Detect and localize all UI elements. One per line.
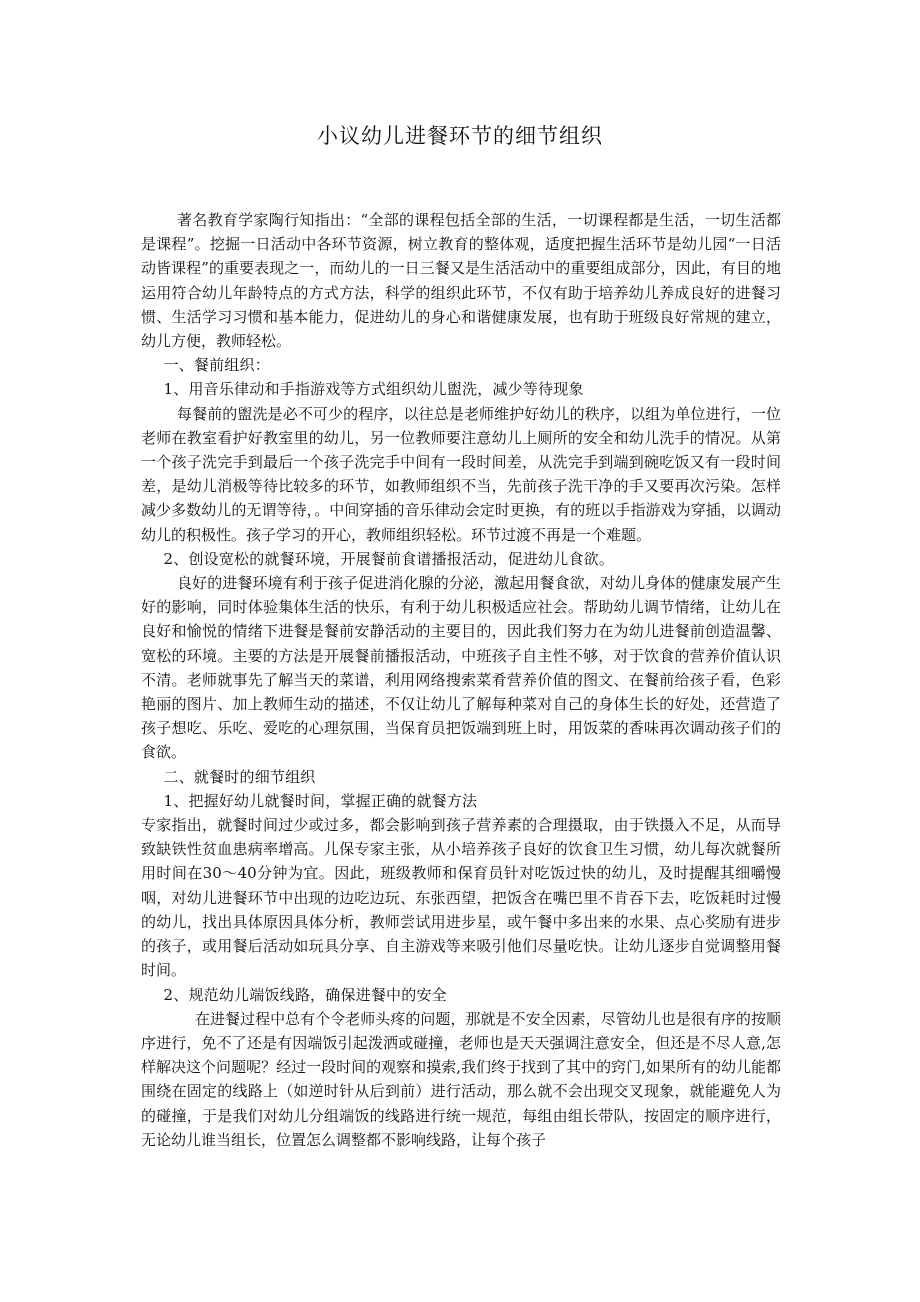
intro-paragraph: 著名教育学家陶行知指出：“全部的课程包括全部的生活，一切课程都是生活，一切生活都是课程”。挖掘一日活动中各环节资源，树立教育的整体观，适度把握生活环节是幼儿园“一日活动皆课程”的重要表现之一，而幼儿的一日三餐又是生活活动中的重要组成部分，因此，有目的地运用符合幼儿年龄特点的方式方法，科学的组织此环节，不仅有助于培养幼儿养成良好的进餐习惯、生活学习习惯和基本能力，促进幼儿的身心和谐健康发展，也有助于班级良好常规的建立，幼儿方便，教师轻松。	[141, 211, 781, 351]
document-body	[141, 208, 781, 1152]
paragraph-washing: 每餐前的盥洗是必不可少的程序，以往总是老师维护好幼儿的秩序，以组为单位进行，一位老师在教室看护好教室里的幼儿，另一位教师要注意幼儿上厕所的安全和幼儿洗手的情况。从第一个孩子洗完手到最后一个孩子洗完手中间有一段时间差，从洗完手到端到碗吃饭又有一段时间差，是幼儿消极等待比较多的环节，如教师组织不当，先前孩子洗干净的手又要再次污染。怎样减少多数幼儿的无谓等待，。中间穿插的音乐律动会定时更换，有的班以手指游戏为穿插，以调动幼儿的积极性。孩子学习的开心，教师组织轻松。环节过渡不再是一个难题。	[141, 404, 781, 544]
document-title: 小议幼儿进餐环节的细节组织	[317, 124, 603, 148]
subheading-meal-time: 1、把握好幼儿就餐时间，掌握正确的就餐方法	[163, 791, 478, 810]
section-heading-during-meal: 二、就餐时的细节组织	[163, 767, 316, 786]
paragraph-environment: 良好的进餐环境有利于孩子促进消化腺的分泌，激起用餐食欲，对幼儿身体的健康发展产生好的影响，同时体验集体生活的快乐，有利于幼儿积极适应社会。帮助幼儿调节情绪，让幼儿在良好和愉悦的情绪下进餐是餐前安静活动的主要目的，因此我们努力在为幼儿进餐前创造温馨、宽松的环境。主要的方法是开展餐前播报活动，中班孩子自主性不够，对于饮食的营养价值认识不清。老师就事先了解当天的菜谱，利用网络搜索菜肴营养价值的图文、在餐前给孩子看，色彩艳丽的图片、加上教师生动的描述，不仅让幼儿了解每种菜对自己的身体生长的好处，还营造了孩子想吃、乐吃、爱吃的心理氛围，当保育员把饭端到班上时，用饭菜的香味再次调动孩子们的食欲。	[141, 574, 781, 762]
subheading-washing: 1、用音乐律动和手指游戏等方式组织幼儿盥洗，减少等待现象	[163, 380, 584, 399]
paragraph-meal-time: 专家指出，就餐时间过少或过多，都会影响到孩子营养素的合理摄取，由于铁摄入不足，从而导致缺铁性贫血患病率增高。儿保专家主张，从小培养孩子良好的饮食卫生习惯，幼儿每次就餐所用时间在30～40分钟为宜。因此，班级教师和保育员针对吃饭过快的幼儿，及时提醒其细嚼慢咽，对幼儿进餐环节中出现的边吃边玩、东张西望，把饭含在嘴巴里不肯吞下去，吃饭耗时过慢的幼儿，找出具体原因具体分析，教师尝试用进步星，或午餐中多出来的水果、点心奖励有进步的孩子，或用餐后活动如玩具分享、自主游戏等来吸引他们尽量吃快。让幼儿逐步自觉调整用餐时间。	[141, 816, 781, 980]
section-heading-pre-meal: 一、餐前组织：	[163, 356, 270, 375]
paragraph-serving-route: 在进餐过程中总有个令老师头疼的问题，那就是不安全因素，尽管幼儿也是很有序的按顺序进行，免不了还是有因端饭引起泼洒或碰撞，老师也是天天强调注意安全，但还是不尽人意,怎样解决这个问题呢？经过一段时间的观察和摸索,我们终于找到了其中的窍门,如果所有的幼儿能都围绕在固定的线路上（如逆时针从后到前）进行活动，那么就不会出现交叉现象，就能避免人为的碰撞，于是我们对幼儿分组端饭的线路进行统一规范，每组由组长带队，按固定的顺序进行，无论幼儿谁当组长，位置怎么调整都不影响线路，让每个孩子	[141, 1009, 781, 1149]
subheading-environment: 2、创设宽松的就餐环境，开展餐前食谱播报活动，促进幼儿食欲。	[163, 549, 615, 568]
subheading-serving-route: 2、规范幼儿端饭线路，确保进餐中的安全	[163, 985, 447, 1004]
